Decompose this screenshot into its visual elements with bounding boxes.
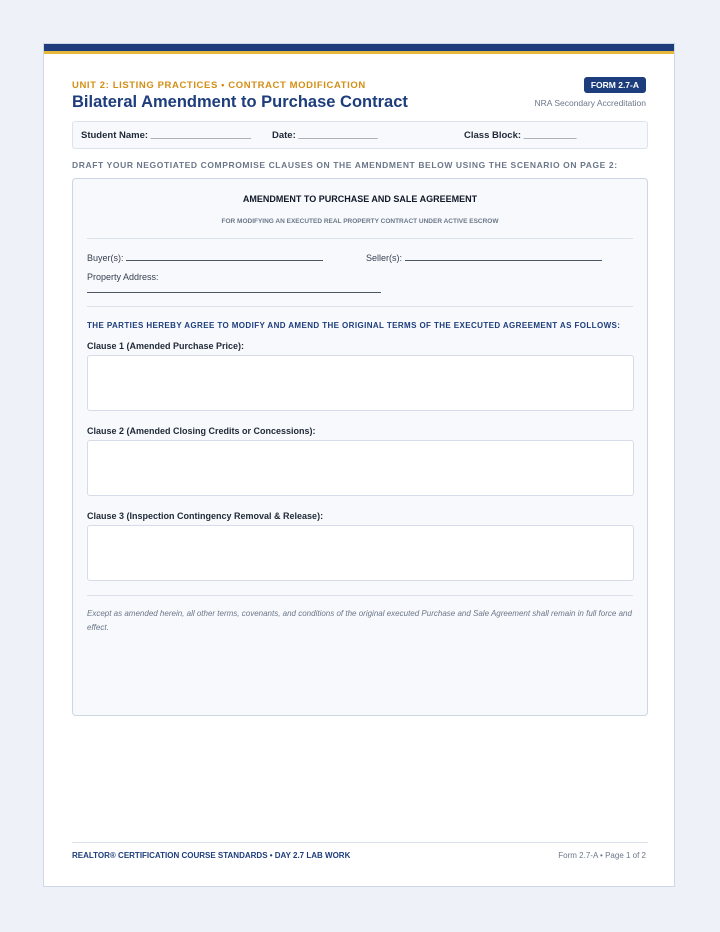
amendment-panel <box>72 178 648 716</box>
divider <box>87 595 633 596</box>
footer-page-number: Form 2.7-A • Page 1 of 2 <box>558 851 646 860</box>
amendment-subtitle: FOR MODIFYING AN EXECUTED REAL PROPERTY CONTRACT UNDER ACTIVE ESCROW <box>221 218 499 225</box>
clause-3-label: Clause 3 (Inspection Contingency Removal & Release): <box>87 511 324 521</box>
clause-2-label: Clause 2 (Amended Closing Credits or Concessions): <box>87 426 316 436</box>
buyer-line[interactable] <box>126 252 323 261</box>
divider <box>87 238 633 239</box>
address-label: Property Address: <box>87 272 159 282</box>
address-line[interactable] <box>87 292 381 293</box>
worksheet-page <box>43 43 675 887</box>
buyer-label: Buyer(s): <box>87 253 124 263</box>
footer-divider <box>72 842 648 843</box>
student-name-field[interactable]: Student Name: ___________________ <box>81 130 252 141</box>
seller-field[interactable] <box>366 252 602 263</box>
footer-course-label: REALTOR® CERTIFICATION COURSE STANDARDS • DAY 2.7 LAB WORK <box>72 851 351 860</box>
clause-2-input[interactable] <box>87 440 634 496</box>
clause-1-label: Clause 1 (Amended Purchase Price): <box>87 341 245 351</box>
clause-3-input[interactable] <box>87 525 634 581</box>
agreement-statement: THE PARTIES HEREBY AGREE TO MODIFY AND AMEND THE ORIGINAL TERMS OF THE EXECUTED AGREEMENT AS FOLLOWS: <box>87 321 621 330</box>
accreditation-label: NRA Secondary Accreditation <box>534 98 646 108</box>
header-accent-bar <box>44 44 674 51</box>
class-block-field[interactable]: Class Block: __________ <box>464 130 577 141</box>
clause-1-input[interactable] <box>87 355 634 411</box>
date-field[interactable]: Date: _______________ <box>272 130 378 141</box>
divider <box>87 306 633 307</box>
unit-kicker: UNIT 2: LISTING PRACTICES • CONTRACT MODIFICATION <box>72 80 366 91</box>
page-title: Bilateral Amendment to Purchase Contract <box>72 93 408 111</box>
seller-label: Seller(s): <box>366 253 403 263</box>
instructions: DRAFT YOUR NEGOTIATED COMPROMISE CLAUSES ON THE AMENDMENT BELOW USING THE SCENARIO ON PAGE 2: <box>72 160 618 170</box>
buyer-field[interactable] <box>87 252 323 263</box>
amendment-title: AMENDMENT TO PURCHASE AND SALE AGREEMENT <box>242 194 478 204</box>
student-info-bar <box>72 121 648 149</box>
closing-statement: Except as amended herein, all other terms, covenants, and conditions of the original executed Purchase and Sale Agreement shall remain in full force and effect. <box>87 609 632 632</box>
header-accent-stripe <box>44 51 674 54</box>
form-number-badge: FORM 2.7-A <box>584 77 646 93</box>
seller-line[interactable] <box>405 252 602 261</box>
